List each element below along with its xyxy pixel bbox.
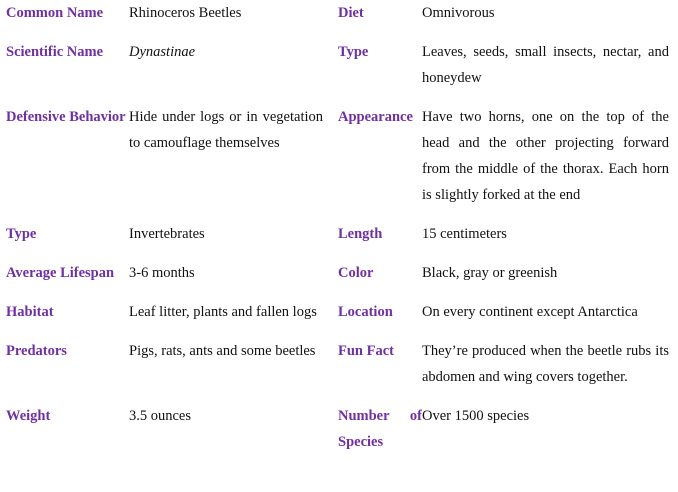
- row-label: [0, 0, 129, 39]
- row-label: [332, 403, 422, 468]
- type-label: Type: [6, 226, 37, 242]
- common-name-value: Rhinoceros Beetles: [129, 5, 242, 21]
- color-value: Black, gray or greenish: [422, 265, 558, 281]
- fun-fact-label: Fun Fact: [338, 343, 394, 359]
- row-value: [422, 260, 678, 299]
- row-value: [129, 221, 332, 260]
- length-label: Length: [338, 226, 383, 242]
- row-label: [0, 221, 129, 260]
- fun-fact-value: They’re produced when the beetle rubs its abdomen and wing covers together.: [422, 343, 669, 385]
- table-row: [0, 403, 678, 468]
- location-value: On every continent except Antarctica: [422, 304, 638, 320]
- habitat-label: Habitat: [6, 304, 54, 320]
- row-value: [422, 104, 678, 221]
- scientific-name-value: Dynastinae: [129, 44, 196, 60]
- number-of-species-value: Over 1500 species: [422, 408, 530, 424]
- appearance-value: Have two horns, one on the top of the head and the other projecting forward from the middle of the thorax. Each horn is slightly forked at the end: [422, 109, 669, 203]
- row-value: [422, 338, 678, 403]
- row-value: [129, 403, 332, 468]
- number-of-species-label: Number of Species: [338, 408, 422, 450]
- predators-label: Predators: [6, 343, 67, 359]
- table-row: [0, 338, 678, 403]
- row-label: [332, 338, 422, 403]
- row-label: [0, 260, 129, 299]
- food-type-value: Leaves, seeds, small insects, nectar, and honeydew: [422, 44, 669, 86]
- diet-value: Omnivorous: [422, 5, 495, 21]
- row-value: [422, 0, 678, 39]
- predators-value: Pigs, rats, ants and some beetles: [129, 343, 316, 359]
- row-label: [332, 260, 422, 299]
- diet-label: Diet: [338, 5, 364, 21]
- row-value: [129, 260, 332, 299]
- row-value: [422, 403, 678, 468]
- average-lifespan-label: Average Lifespan: [6, 265, 115, 281]
- row-label: [332, 39, 422, 104]
- row-value: [129, 338, 332, 403]
- row-value: [129, 39, 332, 104]
- row-label: [332, 221, 422, 260]
- weight-label: Weight: [6, 408, 51, 424]
- row-value: [129, 0, 332, 39]
- type-value: Invertebrates: [129, 226, 205, 242]
- average-lifespan-value: 3-6 months: [129, 265, 195, 281]
- defensive-behavior-label: Defensive Behavior: [6, 109, 126, 125]
- weight-value: 3.5 ounces: [129, 408, 192, 424]
- scientific-name-label: Scientific Name: [6, 44, 104, 60]
- color-label: Color: [338, 265, 374, 281]
- location-label: Location: [338, 304, 393, 320]
- row-value: [422, 39, 678, 104]
- food-type-label: Type: [338, 44, 369, 60]
- table-row: [0, 39, 678, 104]
- common-name-label: Common Name: [6, 5, 104, 21]
- row-label: [0, 104, 129, 221]
- appearance-label: Appearance: [338, 109, 413, 125]
- length-value: 15 centimeters: [422, 226, 507, 242]
- row-label: [332, 299, 422, 338]
- defensive-behavior-value: Hide under logs or in vegetation to camouflage themselves: [129, 109, 323, 151]
- row-label: [0, 403, 129, 468]
- habitat-value: Leaf litter, plants and fallen logs: [129, 304, 317, 320]
- table-row: [0, 299, 678, 338]
- row-value: [422, 299, 678, 338]
- row-label: [0, 39, 129, 104]
- row-label: [0, 338, 129, 403]
- row-value: [129, 299, 332, 338]
- row-label: [332, 104, 422, 221]
- row-label: [0, 299, 129, 338]
- table-row: [0, 260, 678, 299]
- table-row: [0, 221, 678, 260]
- table-row: [0, 104, 678, 221]
- row-value: [422, 221, 678, 260]
- table-row: [0, 0, 678, 39]
- row-label: [332, 0, 422, 39]
- row-value: [129, 104, 332, 221]
